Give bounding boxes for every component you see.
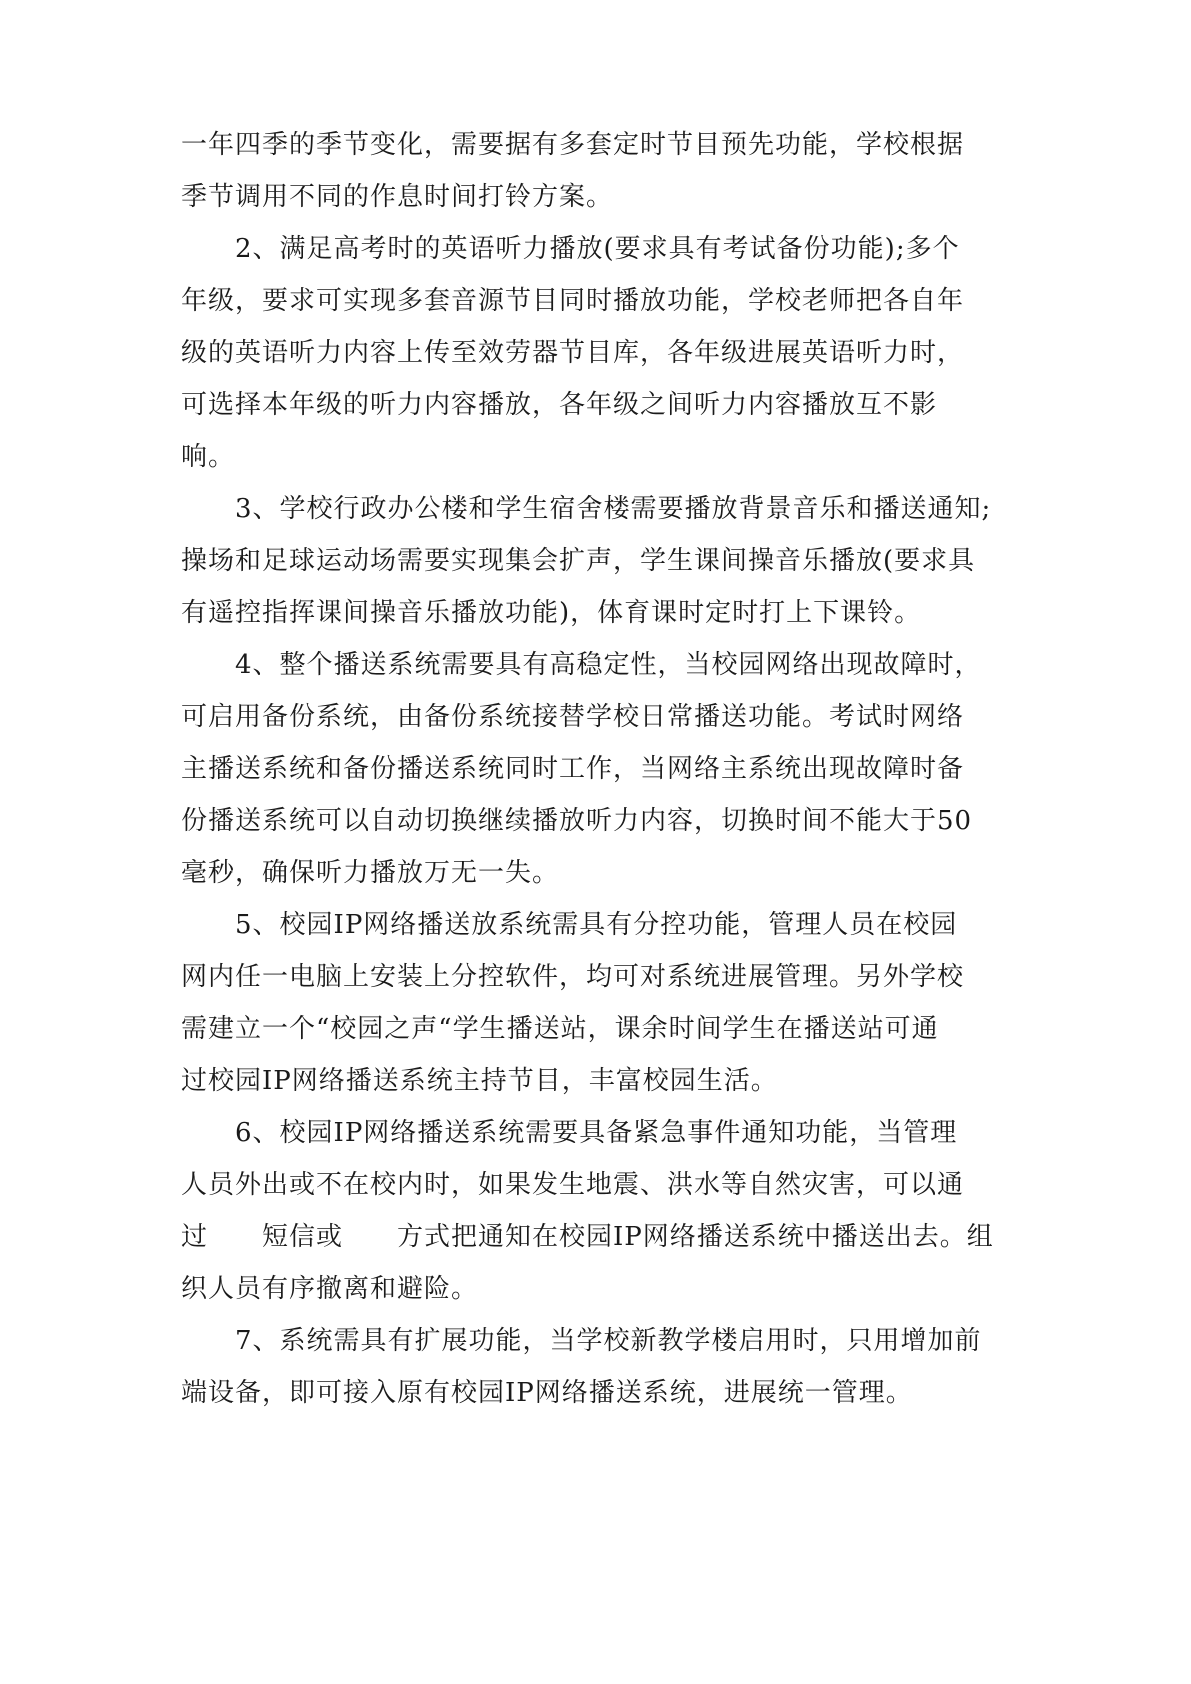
text-line: 2、满足高考时的英语听力播放(要求具有考试备份功能);多个 [181, 234, 960, 264]
text-line: 织人员有序撤离和避险。 [181, 1274, 479, 1304]
text-line: 响。 [181, 442, 236, 472]
text-line: 6、校园IP网络播送系统需要具备紧急事件通知功能，当管理 [181, 1118, 958, 1148]
text-line: 年级，要求可实现多套音源节目同时播放功能，学校老师把各自年 [181, 286, 965, 316]
text-line: 季节调用不同的作息时间打铃方案。 [181, 182, 614, 212]
text-line: 过 短信或 方式把通知在校园IP网络播送系统中播送出去。组 [181, 1222, 994, 1252]
text-line: 3、学校行政办公楼和学生宿舍楼需要播放背景音乐和播送通知; [181, 494, 992, 524]
text-line: 份播送系统可以自动切换继续播放听力内容，切换时间不能大于50 [181, 806, 973, 836]
text-line: 过校园IP网络播送系统主持节目，丰富校园生活。 [181, 1066, 778, 1096]
text-line: 毫秒，确保听力播放万无一失。 [181, 858, 560, 888]
text-line: 主播送系统和备份播送系统同时工作，当网络主系统出现故障时备 [181, 754, 965, 784]
text-line: 5、校园IP网络播送放系统需具有分控功能，管理人员在校园 [181, 910, 958, 940]
text-line: 一年四季的季节变化，需要据有多套定时节目预先功能，学校根据 [181, 130, 965, 160]
text-line: 可选择本年级的听力内容播放，各年级之间听力内容播放互不影 [181, 390, 938, 420]
text-line: 7、系统需具有扩展功能，当学校新教学楼启用时，只用增加前 [181, 1326, 982, 1356]
text-line: 4、整个播送系统需要具有高稳定性，当校园网络出现故障时， [181, 650, 982, 680]
text-line: 需建立一个“校园之声“学生播送站，课余时间学生在播送站可通 [181, 1014, 939, 1044]
text-line: 网内任一电脑上安装上分控软件，均可对系统进展管理。另外学校 [181, 962, 965, 992]
text-line: 级的英语听力内容上传至效劳器节目库，各年级进展英语听力时， [181, 338, 965, 368]
text-line: 有遥控指挥课间操音乐播放功能)，体育课时定时打上下课铃。 [181, 598, 922, 628]
text-line: 端设备，即可接入原有校园IP网络播送系统，进展统一管理。 [181, 1378, 913, 1408]
text-line: 人员外出或不在校内时，如果发生地震、洪水等自然灾害，可以通 [181, 1170, 965, 1200]
text-line: 可启用备份系统，由备份系统接替学校日常播送功能。考试时网络 [181, 702, 965, 732]
text-line: 操场和足球运动场需要实现集会扩声，学生课间操音乐播放(要求具 [181, 546, 976, 576]
